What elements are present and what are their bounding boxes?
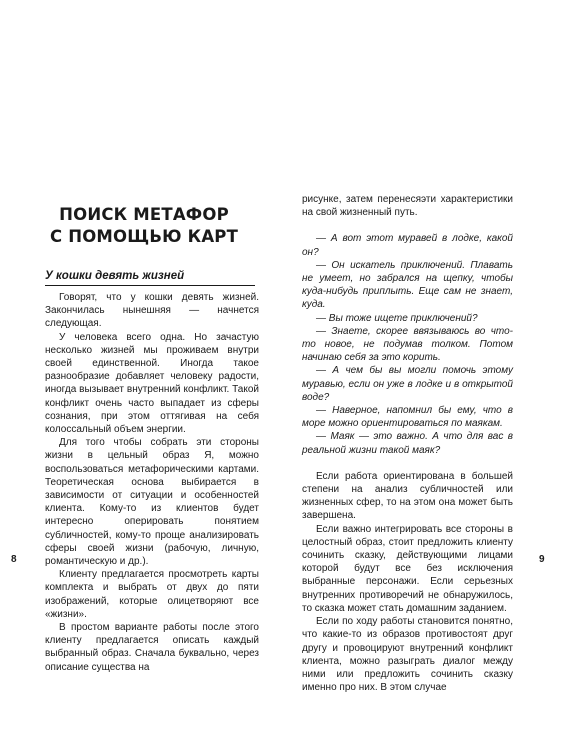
page-number: 9 <box>539 554 545 565</box>
page-number: 8 <box>11 554 17 565</box>
dialogue-line: — Маяк — это важно. А что для вас в реальной жизни такой маяк? <box>302 431 513 456</box>
body-paragraph: У человека всего одна. Но зачастую несколько жизней мы проживаем внутри своей единственной. Иногда такое разнообразие добавляет человеку радости, иногда вызывает внутренний конфликт. Такой конфликт очень часто выпадает из сферы сознания, при этом оттягивая на себя колоссальный объем энергии. <box>45 331 259 436</box>
body-paragraph: Клиенту предлагается просмотреть карты комплекта и выбрать от двух до пяти изображений, которые олицетворяют все «жизни». <box>45 569 259 620</box>
body-paragraph: Если работа ориентирована в большей степени на анализ субличностей или жизненных сфер, то на этом она может быть завершена. <box>302 470 513 522</box>
chapter-title <box>28 204 260 248</box>
right-page-body <box>302 193 513 694</box>
body-paragraph: рисунке, затем перенесяэти характеристики на свой жизненный путь. <box>302 194 513 219</box>
right-page <box>281 0 562 750</box>
body-paragraph: Говорят, что у кошки девять жизней. Закончилась нынешняя — начнется следующая. <box>45 292 259 330</box>
dialogue-line: — А вот этот муравей в лодке, какой он? <box>302 233 513 258</box>
body-paragraph: В простом варианте работы после этого клиенту предлагается описать каждый выбранный образ. Сначала буквально, через описание существа на <box>45 622 259 673</box>
chapter-title-line-1: ПОИСК МЕТАФОР <box>59 205 229 224</box>
dialogue-line: — Наверное, напомнил бы ему, что в море можно ориентироваться по маякам. <box>302 405 513 430</box>
body-paragraph: Если важно интегрировать все стороны в целостный образ, стоит предложить клиенту сочинить сказку, действующими лицами которой будут все без исключения выбранные персонажи. Если серьезных внутренних противоречий не обнаружилось, то сказка может стать домашним заданием. <box>302 523 513 614</box>
dialogue-line: — Знаете, скорее ввязываюсь во что-то новое, не подумав толком. Потом начинаю себя за это корить. <box>302 325 513 364</box>
body-paragraph: Для того чтобы собрать эти стороны жизни в цельный образ Я, можно воспользоваться метафорическими картами. Теоретическая основа выбирается в зависимости от ситуации и особенностей клиента. Кому-то из клиентов будет интересно оперировать понятием субличностей, кому-то проще анализировать сферы своей жизни (рабочую, личную, романтическую и др.). <box>45 437 259 568</box>
dialogue-line: — А чем бы вы могли помочь этому муравью, если он уже в лодке и в открытой воде? <box>302 365 513 403</box>
section-heading: У кошки девять жизней <box>45 270 185 282</box>
body-paragraph: Если по ходу работы становится понятно, что какие-то из образов противостоят друг другу и провоцируют внутренний конфликт клиента, можно разыграть диалог между ними или предложить сочинить сказку именно про них. В этом случае <box>302 616 513 694</box>
chapter-title-line-2: С ПОМОЩЬЮ КАРТ <box>49 227 239 246</box>
section-heading-underline <box>45 285 255 286</box>
dialogue-line: — Он искатель приключений. Плавать не умеет, но забрался на щепку, чтобы куда-нибудь приплыть. Еще сам не знает, куда. <box>302 259 513 311</box>
left-page-body <box>45 291 259 674</box>
dialogue-line: — Вы тоже ищете приключений? <box>316 312 478 324</box>
